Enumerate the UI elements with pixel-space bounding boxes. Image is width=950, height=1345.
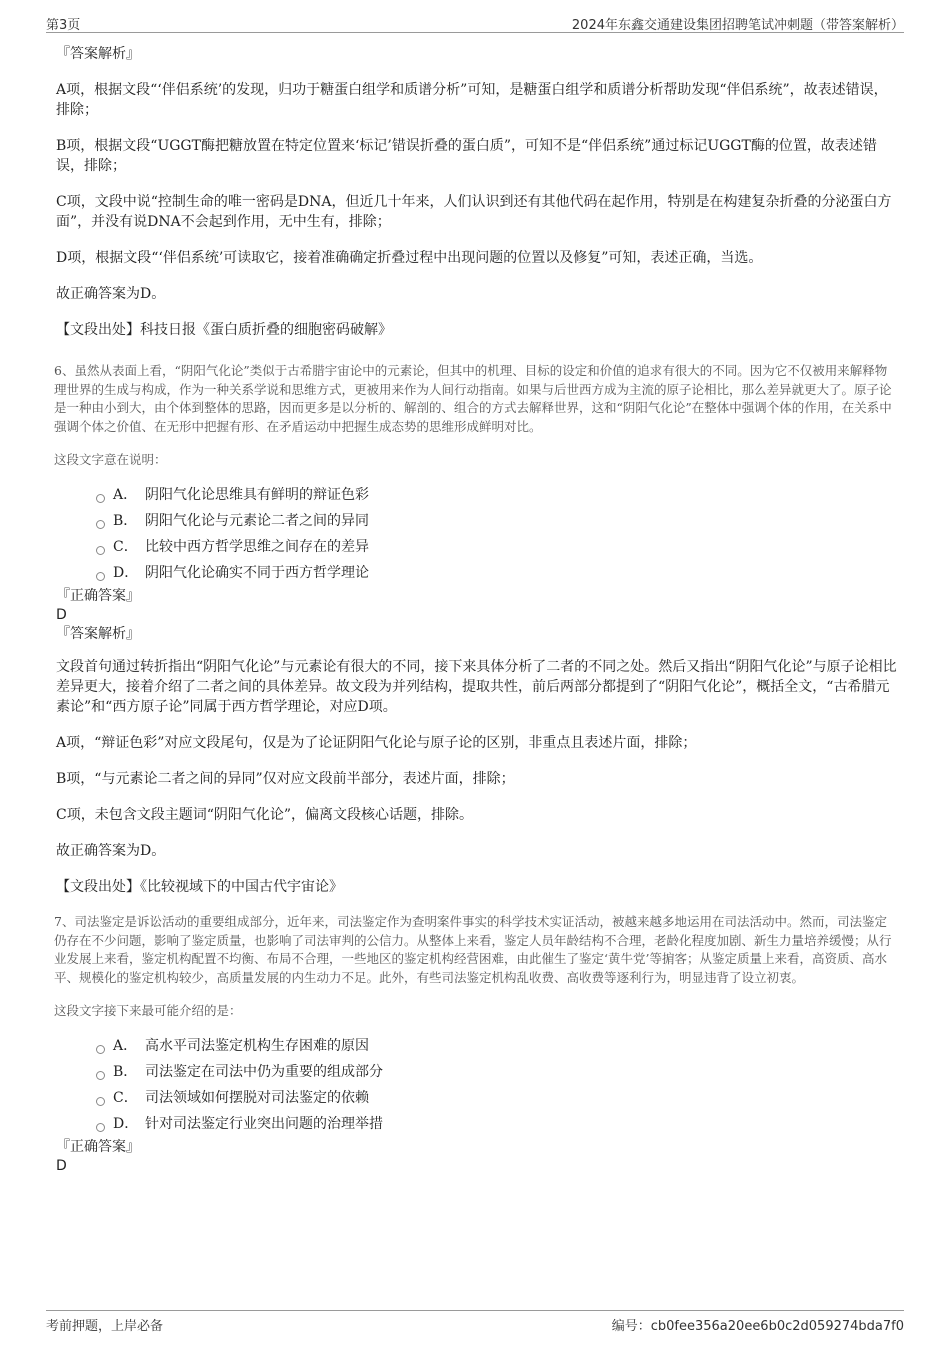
radio-icon[interactable] <box>96 494 105 503</box>
correct-answer-label: 『正确答案』 <box>56 1139 140 1155</box>
correct-answer-label: 『正确答案』 <box>56 588 140 604</box>
source-citation: 【文段出处】科技日报《蛋白质折叠的细胞密码破解》 <box>56 322 392 338</box>
option-d[interactable]: D． 阴阳气化论确实不同于西方哲学理论 <box>96 560 898 586</box>
question-7-options <box>96 1033 898 1137</box>
question-7-text: 7、司法鉴定是诉讼活动的重要组成部分，近年来，司法鉴定作为查明案件事实的科学技术实证活动，被越来越多地运用在司法活动中。然而，司法鉴定仍存在不少问题，影响了鉴定质量，也影响了司法审判的公信力。从整体上来看，鉴定人员年龄结构不合理，老龄化程度加剧、新生力量培养缓慢；从行业发展上来看，鉴定机构配置不均衡、布局不合理，一些地区的鉴定机构经营困难，由此催生了鉴定‘黄牛党’等掮客；从鉴定质量上来看，高资质、高水平、规模化的鉴定机构较少，高质量发展的内生动力不足。此外，有些司法鉴定机构乱收费、高收费等逐利行为，明显违背了设立初衷。 <box>54 914 892 985</box>
analysis-para: B项，“与元素论二者之间的异同”仅对应文段前半部分，表述片面，排除； <box>56 771 515 787</box>
correct-answer: D <box>56 1158 67 1174</box>
option-a[interactable]: A． 高水平司法鉴定机构生存困难的原因 <box>96 1033 898 1059</box>
serial-label: 编号： <box>611 1319 651 1334</box>
serial-number: cb0fee356a20ee6b0c2d059274bda7f0 <box>650 1319 904 1334</box>
answer-statement: 故正确答案为D。 <box>56 843 166 859</box>
option-c[interactable]: C． 司法领域如何摆脱对司法鉴定的依赖 <box>96 1085 898 1111</box>
radio-icon[interactable] <box>96 572 105 581</box>
option-b[interactable]: B． 阴阳气化论与元素论二者之间的异同 <box>96 508 898 534</box>
option-c[interactable]: C． 比较中西方哲学思维之间存在的差异 <box>96 534 898 560</box>
answer-statement: 故正确答案为D。 <box>56 286 166 302</box>
question-6-text: 6、虽然从表面上看，“阴阳气化论”类似于古希腊宇宙论中的元素论，但其中的机理、目标的设定和价值的追求有很大的不同。因为它不仅被用来解释物理世界的生成与构成，作为一种关系学说和思维方式，更被用来作为人间行动指南。如果与后世西方成为主流的原子论相比，那么差异就更大了。原子论是一种由小到大，由个体到整体的思路，因而更多是以分析的、解剖的、组合的方式去解释世界，这和“阴阳气化论”在整体中强调个体的作用，在关系中强调个体之价值、在无形中把握有形、在矛盾运动中把握生成态势的思维形成鲜明对比。 <box>54 363 892 434</box>
analysis-label: 『答案解析』 <box>56 46 140 62</box>
option-a[interactable]: A． 阴阳气化论思维具有鲜明的辩证色彩 <box>96 482 898 508</box>
analysis-para: C项，未包含文段主题词“阴阳气化论”，偏离文段核心话题，排除。 <box>56 807 474 823</box>
analysis-label: 『答案解析』 <box>56 626 140 642</box>
source-citation: 【文段出处】《比较视域下的中国古代宇宙论》 <box>56 879 343 895</box>
question-7-prompt: 这段文字接下来最可能介绍的是： <box>54 1003 242 1018</box>
footer-serial <box>612 1315 904 1334</box>
option-b[interactable]: B． 司法鉴定在司法中仍为重要的组成部分 <box>96 1059 898 1085</box>
radio-icon[interactable] <box>96 520 105 529</box>
page-footer <box>46 1310 904 1339</box>
page-header <box>46 10 904 33</box>
radio-icon[interactable] <box>96 1097 105 1106</box>
analysis-para: B项，根据文段“UGGT酶把糖放置在特定位置来‘标记’错误折叠的蛋白质”，可知不是“伴侣系统”通过标记UGGT酶的位置，故表述错误，排除； <box>56 138 877 174</box>
analysis-para: A项，根据文段“‘伴侣系统’的发现，归功于糖蛋白组学和质谱分析”可知，是糖蛋白组学和质谱分析帮助发现“伴侣系统”，故表述错误，排除； <box>56 82 888 118</box>
radio-icon[interactable] <box>96 1123 105 1132</box>
radio-icon[interactable] <box>96 546 105 555</box>
radio-icon[interactable] <box>96 1045 105 1054</box>
analysis-para: D项，根据文段“‘伴侣系统’可读取它，接着准确确定折叠过程中出现问题的位置以及修复”可知，表述正确，当选。 <box>56 250 763 266</box>
radio-icon[interactable] <box>96 1071 105 1080</box>
page-content <box>56 44 898 1175</box>
question-6-options <box>96 482 898 586</box>
analysis-para: C项，文段中说“控制生命的唯一密码是DNA，但近几十年来，人们认识到还有其他代码在起作用，特别是在构建复杂折叠的分泌蛋白方面”，并没有说DNA不会起到作用，无中生有，排除； <box>56 194 892 230</box>
option-d[interactable]: D． 针对司法鉴定行业突出问题的治理举措 <box>96 1111 898 1137</box>
analysis-para: 文段首句通过转折指出“阴阳气化论”与元素论有很大的不同，接下来具体分析了二者的不同之处。然后又指出“阴阳气化论”与原子论相比差异更大，接着介绍了二者之间的具体差异。故文段为并列结构，提取共性，前后两部分都提到了“阴阳气化论”，概括全文，“古希腊元素论”和“西方原子论”同属于西方哲学理论，对应D项。 <box>56 659 897 715</box>
correct-answer: D <box>56 607 67 623</box>
question-6-prompt: 这段文字意在说明： <box>54 452 167 467</box>
document-title: 2024年东鑫交通建设集团招聘笔试冲刺题（带答案解析） <box>571 18 904 33</box>
page-number: 第3页 <box>46 18 81 33</box>
footer-slogan: 考前押题，上岸必备 <box>46 1319 164 1334</box>
analysis-para: A项，“辩证色彩”对应文段尾句，仅是为了论证阴阳气化论与原子论的区别，非重点且表述片面，排除； <box>56 735 697 751</box>
